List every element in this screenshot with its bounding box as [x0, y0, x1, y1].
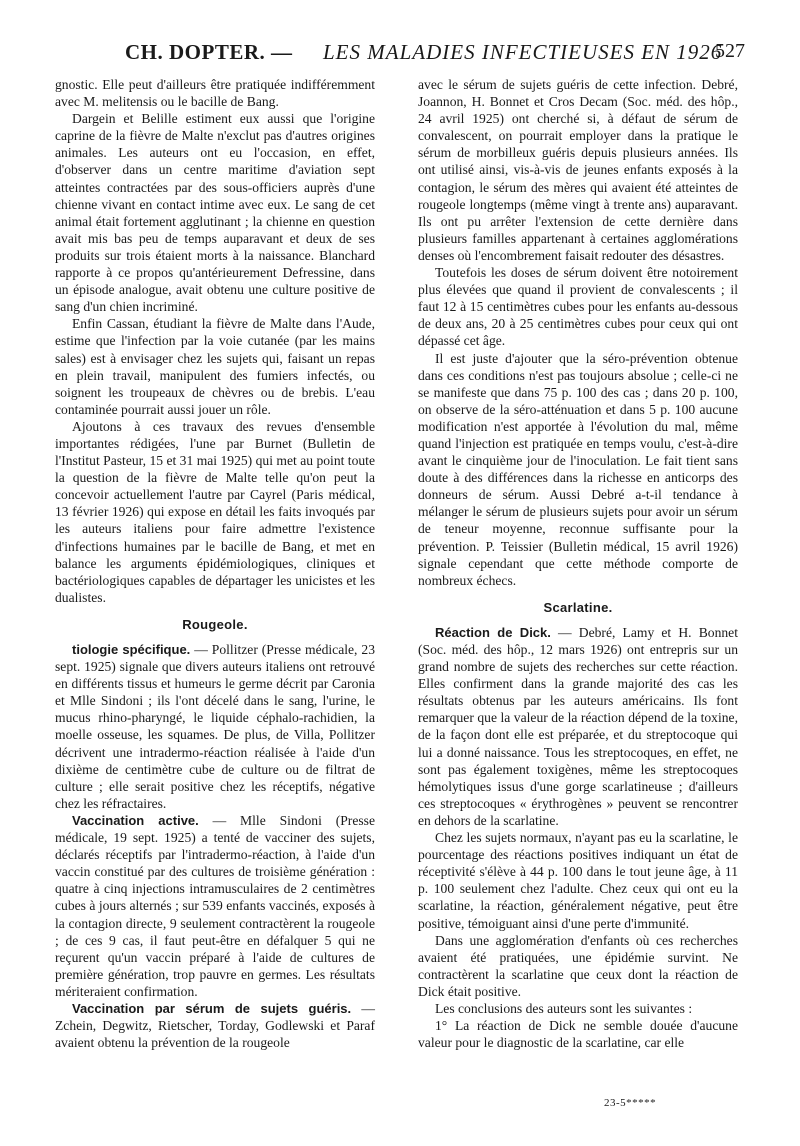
section-heading-scarlatine: Scarlatine. — [543, 599, 613, 615]
paragraph: Les conclusions des auteurs sont les suivantes : — [435, 1000, 693, 1016]
subheading: Réaction de Dick. — [435, 624, 551, 640]
subheading: Vaccination active. — [72, 812, 199, 828]
subheading: tiologie spécifique. — [72, 642, 191, 657]
paragraph-text: — Zchein, Degwitz, Rietscher, Torday, Godlewski et Paraf avaient obtenu la prévention de la rougeole — [55, 1000, 375, 1051]
paragraph-text: — Mlle Sindoni (Presse médicale, 19 sept. 1925) a tenté de vacciner des sujets, déclarés réceptifs par l'intradermo-réaction, à l'aide d'un vaccin constitué par des cultures de troisième génération : quatre à cinq injections intramusculaires de 2 centimètres cubes à jours alternés ; sur 539 enfants vaccinés, exposés à la contagion directe, 9 seulement contractèrent la rougeole ; de ces 9 cas, il faut peut-être en défalquer 5 qui ne reçurent qu'un vaccin préparé à l'aide de cultures de première génération, trop pauvre en germes. Les résultats mériteraient confirmation. — [55, 812, 375, 999]
page-header — [55, 40, 745, 70]
paragraph: Chez les sujets normaux, n'ayant pas eu la scarlatine, le pourcentage des réactions positives indiquant un état de réceptivité s'élève à 44 p. 100 dans le tout jeune âge, à 11 p. 100 seulement chez l'adulte. Chez ceux qui ont eu la scarlatine, la réaction, généralement négative, peut être positive, témoiguant ainsi d'une perte d'immunité. — [418, 830, 738, 931]
subheading: Vaccination par sérum de sujets guéris. — [72, 1000, 352, 1016]
paragraph: Ajoutons à ces travaux des revues d'ensemble importantes rédigées, l'une par Burnet (Bulletin de l'Institut Pasteur, 15 et 31 mai 1925) qui met au point toute la question de la fièvre de Malte telle qu'on peut la concevoir actuellement l'autre par Cayrel (Paris médical, 13 février 1926) qui expose en détail les faits invoqués par les auteurs italiens pour faire admettre l'existence d'infections humaines par le bacille de Bang, et met en balance les arguments épidémiologiques, cliniques et bactériologiques capables de départager les unicistes et les dualistes. — [55, 418, 375, 605]
paragraph — [418, 624, 738, 829]
paragraph — [55, 1000, 375, 1051]
paragraph: Il est juste d'ajouter que la séro-prévention obtenue dans ces conditions n'est pas toujours absolue ; celle-ci ne se manifeste que dans 75 p. 100 des cas ; dans 20 p. 100, on observe de la séro-atténuation et dans 5 p. 100 aucune modification n'est apportée à l'évolution du mal, même quand l'injection est pratiquée en temps voulu, c'est-à-dire avant le cinquième jour de l'inoculation. Le fait tient sans doute à des différences dans la richesse en anticorps des donneurs de sérum. Aussi Debré a-t-il tendance à mélanger le sérum de plusieurs sujets pour avoir un sérum de teneur moyenne, reconnue suffisante pour la prévention. P. Teissier (Bulletin médical, 15 avril 1926) signale cependant que cette méthode comporte de nombreux échecs. — [418, 350, 738, 588]
paragraph: Dans une agglomération d'enfants où ces recherches avaient été pratiquées, une épidémie survint. Ne contractèrent la scarlatine que ceux dont la réaction de Dick était positive. — [418, 932, 738, 999]
section-heading-rougeole: Rougeole. — [182, 616, 248, 632]
printer-signature: 23-5***** — [604, 1097, 657, 1109]
paragraph-text: — Debré, Lamy et H. Bonnet (Soc. méd. des hôp., 12 mars 1926) ont entrepris sur un grand nombre de sujets des recherches sur cette réaction. Elles confirment dans la grande majorité des cas les résultats obtenus par les auteurs américains. Ils font remarquer que la valeur de la réaction dépend de la toxine, de la façon dont elle est préparée, et du streptocoque qui lui a donné naissance. Tous les streptocoques, en effet, ne sont pas également toxigènes, même les streptocoques hémolytiques issus d'une gorge scarlatineuse ; d'ailleurs ces streptocoques « érythrogènes » peuvent se rencontrer en dehors de la scarlatine. — [418, 624, 738, 828]
page-number: 527 — [715, 40, 745, 62]
paragraph: Dargein et Belille estiment eux aussi que l'origine caprine de la fièvre de Malte n'exclut pas d'autres origines animales. Les auteurs ont eu l'occasion, en effet, d'observer dans un centre maritime d'aviation sept atteintes contractées par des sous-officiers auprès d'une chienne vivant en contact intime avec eux. Le sang de cet animal était fortement agglutinant ; la chienne en question avait mis bas peu de temps auparavant et deux de ses produits sur trois étaient morts à la naissance. Blanchard rapporte à ce propos qu'antérieurement Defressine, dans un épisode analogue, avait obtenu une culture positive de sang d'un chien incriminé. — [55, 111, 375, 315]
paragraph — [55, 812, 375, 1000]
right-column — [418, 76, 738, 1051]
running-author: CH. DOPTER. — — [125, 40, 293, 64]
paragraph: gnostic. Elle peut d'ailleurs être pratiquée indifféremment avec M. melitensis ou le bacille de Bang. — [55, 77, 375, 110]
paragraph: avec le sérum de sujets guéris de cette infection. Debré, Joannon, H. Bonnet et Cros Decam (Soc. méd. des hôp., 24 avril 1925) ont cherché si, à défaut de sérum de convalescent, on pourrait employer dans la pratique le sérum de morbilleux guéris depuis plusieurs années. Ils ont utilisé ainsi, vis-à-vis de jeunes enfants exposés à la contagion, le sérum des mères qui avaient été atteintes de rougeole longtemps (même vingt à trente ans) auparavant. Ils ont pu arrêter l'extension de cette dernière dans plusieurs familles appartenant à certaines agglomérations denses où l'encombrement faisait redouter des désastres. — [418, 77, 738, 263]
paragraph — [55, 641, 375, 812]
paragraph: Enfin Cassan, étudiant la fièvre de Malte dans l'Aude, estime que l'infection par la voie cutanée (par les mains sales) est à envisager chez les sujets qui, faisant un repas en plein travail, manipulent des fumiers infectés, ou soignent les troupeaux de chèvres ou de brebis. L'eau contaminée pourrait aussi jouer un rôle. — [55, 316, 375, 417]
paragraph: Toutefois les doses de sérum doivent être notoirement plus élevées que quand il provient de convalescents ; il faut 12 à 15 centimètres cubes pour les enfants au-dessous de deux ans, 20 à 25 centimètres cubes pour ceux qui ont dépassé cet âge. — [418, 265, 738, 349]
paragraph-text: — Pollitzer (Presse médicale, 23 sept. 1925) signale que divers auteurs italiens ont retrouvé en différents tissus et humeurs le germe décrit par Caronia et Mlle Sindoni ; ils l'ont décelé dans le sang, l'urine, le mucus rhino-pharyngé, le liquide céphalo-rachidien, la moelle osseuse, les squames. De plus, de Villa, Pollitzer décrivent une intradermo-réaction réalisée à l'aide d'un dixième de centimètre cube de culture ou de filtrat de culture ; elle serait positive chez les réceptifs, négative chez les réfractaires. — [55, 642, 375, 811]
left-column — [55, 76, 375, 1051]
paragraph: 1° La réaction de Dick ne semble douée d'aucune valeur pour le diagnostic de la scarlatine, car elle — [418, 1018, 738, 1051]
running-title: LES MALADIES INFECTIEUSES EN 1926 — [323, 40, 723, 64]
